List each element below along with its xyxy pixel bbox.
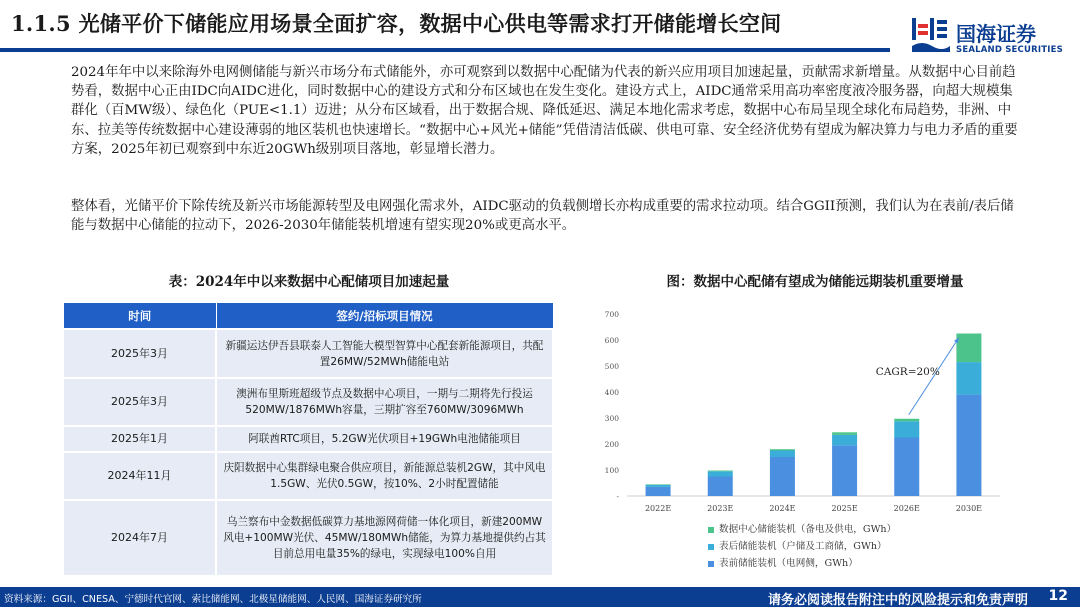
bar-segment <box>708 471 733 472</box>
table-row <box>64 329 553 378</box>
bar-segment <box>708 471 733 476</box>
footer-bar <box>0 587 1080 607</box>
legend-item-datacenter <box>708 521 896 538</box>
bar-segment <box>956 395 981 496</box>
footer-source: 资料来源：GGII、CNESA、宁德时代官网、索比储能网、北极星储能网、人民网、国海证券研究所 <box>4 594 422 605</box>
logo-english-name: SEALAND SECURITIES <box>956 45 1063 55</box>
bar-segment <box>894 419 919 422</box>
table-cell-time: 2025年1月 <box>64 426 216 452</box>
legend-label: 表后储能装机（户储及工商储，GWh） <box>719 541 887 552</box>
table-header-project: 签约/招标项目情况 <box>216 303 553 329</box>
header-divider <box>0 48 890 52</box>
bar-segment <box>894 438 919 497</box>
bar-segment <box>708 477 733 497</box>
page-number: 12 <box>1048 588 1068 604</box>
sealand-logo <box>910 14 1070 58</box>
table-cell-time: 2025年3月 <box>64 378 216 426</box>
bar-segment <box>832 432 857 435</box>
y-tick-label: 400 <box>604 388 619 397</box>
x-tick-label: 2022E <box>644 504 672 513</box>
bar-segment <box>646 487 671 496</box>
table-cell-project: 新疆运达伊吾县联泰人工智能大模型智算中心配套新能源项目，共配置26MW/52MWh储能电站 <box>216 329 553 378</box>
bar-segment <box>956 334 981 363</box>
bar-segment <box>770 449 795 450</box>
table-cell-project: 乌兰察布中金数据低碳算力基地源网荷储一体化项目，新建200MW风电+100MW光伏、45MW/180MWh储能，为算力基地提供约占其目前总用电量35%的绿电，实现绿电100%自用 <box>216 500 553 575</box>
bar-segment <box>770 457 795 496</box>
table-cell-project: 阿联酋RTC项目，5.2GW光伏项目+19GWh电池储能项目 <box>216 426 553 452</box>
bar-segment <box>894 421 919 437</box>
table-row <box>64 500 553 575</box>
table-cell-project: 庆阳数据中心集群绿电聚合供应项目，新能源总装机2GW，其中风电1.5GW、光伏0.5GW，按10%、2小时配置储能 <box>216 452 553 500</box>
y-tick-label: 200 <box>604 440 619 449</box>
y-tick-label: 600 <box>604 336 619 345</box>
table-cell-time: 2025年3月 <box>64 329 216 378</box>
sealand-logo-mark-icon <box>910 16 952 54</box>
y-tick-label: 100 <box>604 466 619 475</box>
table-cell-time: 2024年7月 <box>64 500 216 575</box>
bar-segment <box>832 445 857 496</box>
y-tick-label: 300 <box>604 414 619 423</box>
table-row <box>64 426 553 452</box>
logo-chinese-name: 国海证券 <box>956 22 1036 46</box>
x-tick-label: 2023E <box>707 504 734 513</box>
legend-item-behind-meter <box>708 538 896 555</box>
project-table <box>64 303 554 575</box>
x-tick-label: 2024E <box>769 504 796 513</box>
legend-label: 表前储能装机（电网侧，GWh） <box>719 558 858 569</box>
chart-legend <box>708 521 896 572</box>
bar-segment <box>770 451 795 458</box>
x-tick-label: 2025E <box>831 504 858 513</box>
footer-disclaimer: 请务必阅读报告附注中的风险提示和免责声明 <box>767 593 1028 607</box>
legend-swatch <box>708 561 714 567</box>
table-row <box>64 378 553 426</box>
storage-installation-chart <box>595 300 1015 520</box>
bar-segment <box>832 435 857 445</box>
bar-segment <box>646 485 671 487</box>
table-row <box>64 452 553 500</box>
x-tick-label: 2026E <box>893 504 920 513</box>
x-tick-label: 2030E <box>955 504 983 513</box>
y-tick-label: 500 <box>604 362 619 371</box>
table-title: 表：2024年中以来数据中心配储项目加速起量 <box>168 274 450 290</box>
page-title: 1.1.5 光储平价下储能应用场景全面扩容，数据中心供电等需求打开储能增长空间 <box>11 11 782 36</box>
table-cell-project: 澳洲布里斯班超级节点及数据中心项目，一期与二期将先行投运520MW/1876MWh容量，三期扩容至760MW/3096MWh <box>216 378 553 426</box>
cagr-annotation: CAGR=20% <box>875 366 940 379</box>
legend-label: 数据中心储能装机（备电及供电，GWh） <box>719 524 897 535</box>
body-paragraph-1: 2024年年中以来除海外电网侧储能与新兴市场分布式储能外，亦可观察到以数据中心配储为代表的新兴应用项目加速起量，贡献需求新增量。从数据中心目前趋势看，数据中心正由IDC向AIDC进化，同时数据中心的建设方式和分布区域也在发生变化。建设方式上，AIDC通常采用高功率密度液冷服务器，向超大规模集群化（百MW级）、绿色化（PUE<1.1）迈进；从分布区域看，出于数据合规、降低延迟、满足本地化需求考虑，数据中心布局呈现全球化布局趋势，非洲、中东、拉美等传统数据中心建设薄弱的地区装机也快速增长。“数据中心+风光+储能”凭借清洁低碳、供电可靠、安全经济优势有望成为解决算力与电力矛盾的重要方案，2025年初已观察到中东近20GWh级别项目落地，彰显增长潜力。 <box>71 65 1018 157</box>
body-paragraph-2: 整体看，光储平价下除传统及新兴市场能源转型及电网强化需求外，AIDC驱动的负载侧增长亦构成重要的需求拉动项。结合GGII预测，我们认为在表前/表后储能与数据中心储能的拉动下，2026-2030年储能装机增速有望实现20%或更高水平。 <box>71 199 1014 234</box>
table-header-row <box>64 303 553 329</box>
y-tick-label: - <box>616 492 619 501</box>
legend-swatch <box>708 544 714 550</box>
chart-title: 图：数据中心配储有望成为储能远期装机重要增量 <box>666 274 964 290</box>
bar-segment <box>646 484 671 485</box>
table-header-time: 时间 <box>64 303 216 329</box>
y-tick-label: 700 <box>604 310 619 319</box>
table-cell-time: 2024年11月 <box>64 452 216 500</box>
legend-item-front-meter <box>708 555 896 572</box>
legend-swatch <box>708 527 714 533</box>
bar-segment <box>956 362 981 395</box>
